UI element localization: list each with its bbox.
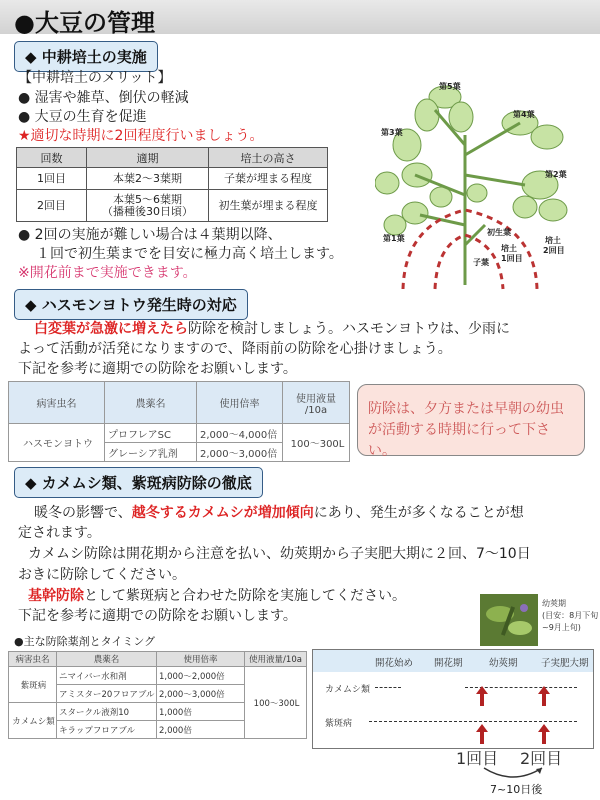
photo-caption-2: (目安：8月下旬 bbox=[542, 611, 599, 620]
before-flowering-note: ※開花前まで実施できます。 bbox=[18, 265, 197, 281]
purple-spot-dash bbox=[369, 721, 577, 722]
label-leaf1: 第1葉 bbox=[383, 234, 405, 243]
stinkbug-line-3: カメムシ防除は開花期から注意を払い、幼莢期から子実肥大期に２回、7～10日 bbox=[28, 546, 531, 562]
table-cell: 本葉5～6葉期 （播種後30日頃） bbox=[87, 190, 209, 222]
interval-bracket bbox=[478, 766, 548, 782]
stinkbug-line-6: 下記を参考に適期での防除をお願いします。 bbox=[18, 608, 297, 624]
stinkbug-table bbox=[8, 651, 307, 739]
col-header: 使用倍率 bbox=[157, 652, 245, 667]
label-leaf4: 第4葉 bbox=[513, 110, 535, 119]
arrow-up-icon bbox=[538, 686, 550, 706]
label-leaf2: 第2葉 bbox=[545, 170, 567, 179]
page-title: ●大豆の管理 bbox=[14, 9, 155, 37]
col-header: 病害虫名 bbox=[9, 652, 57, 667]
label-soil1a: 培土 bbox=[501, 244, 517, 253]
pod-photo bbox=[480, 594, 538, 646]
label-soil2b: 2回目 bbox=[543, 246, 565, 255]
table-cell: 2,000倍 bbox=[157, 721, 245, 739]
arrow-up-icon bbox=[476, 686, 488, 706]
table-cell: 1,000～2,000倍 bbox=[157, 667, 245, 685]
table-row bbox=[17, 168, 328, 190]
stinkbug-line-5-rest: として紫斑病と合わせた防除を実施してください。 bbox=[84, 588, 406, 604]
col-header: 使用液量 /10a bbox=[283, 382, 350, 424]
single-pass-note: ● 2回の実施が難しい場合は４葉期以降、 bbox=[18, 227, 282, 243]
table-cell: 2回目 bbox=[17, 190, 87, 222]
timeline-row-stinkbug: カメムシ類 bbox=[325, 685, 371, 695]
arrow-up-icon bbox=[538, 724, 550, 744]
photo-caption-3: ~9月上旬) bbox=[542, 623, 581, 632]
stinkbug-line-2: 定されます。 bbox=[18, 525, 101, 541]
core-control-highlight: 基幹防除 bbox=[28, 588, 84, 604]
table-cell: キラップフロアブル bbox=[57, 721, 157, 739]
interval-label: 7~10日後 bbox=[490, 783, 543, 796]
table-cell: ニマイバー水和剤 bbox=[57, 667, 157, 685]
col-header: 適期 bbox=[87, 148, 209, 168]
armyworm-line-2: よって活動が活発になりますので、降雨前の防除を心掛けましょう。 bbox=[18, 341, 452, 357]
label-leaf5: 第5葉 bbox=[439, 82, 461, 91]
table-cell: 1回目 bbox=[17, 168, 87, 190]
timeline-row-purple-spot: 紫斑病 bbox=[325, 719, 353, 729]
stinkbug-line-4: おきに防除してください。 bbox=[18, 567, 186, 583]
armyworm-table bbox=[8, 381, 350, 462]
label-soil1b: 1回目 bbox=[501, 254, 523, 263]
section-heading-cultivation: ◆ 中耕培土の実施 bbox=[14, 41, 158, 72]
stage-label: 子実肥大期 bbox=[541, 658, 589, 669]
armyworm-highlight: 白変葉が急激に増えたら bbox=[34, 321, 188, 337]
merit-heading: 【中耕培土のメリット】 bbox=[18, 70, 172, 86]
arrow-up-icon bbox=[476, 724, 488, 744]
section-heading-armyworm: ◆ ハスモンヨトウ発生時の対応 bbox=[14, 289, 248, 320]
stinkbug-line-1a: 暖冬の影響で、 bbox=[34, 505, 132, 521]
sub-heading: ●主な防除薬剤とタイミング bbox=[14, 635, 156, 648]
stage-label: 開花期 bbox=[434, 658, 463, 669]
table-cell: 100～300L bbox=[245, 667, 307, 739]
table-cell: 本葉2～3葉期 bbox=[87, 168, 209, 190]
stinkbug-line-1 bbox=[34, 504, 524, 523]
table-cell: アミスター20フロアブル bbox=[57, 685, 157, 703]
label-soil2a: 培土 bbox=[545, 236, 561, 245]
photo-caption-1: 幼莢期 bbox=[542, 599, 566, 608]
table-cell: ハスモンヨトウ bbox=[9, 424, 105, 462]
second-spray-label: 2回目 bbox=[520, 749, 563, 768]
cultivation-table bbox=[16, 147, 328, 222]
table-cell: 1,000倍 bbox=[157, 703, 245, 721]
single-pass-note-2: １回で初生葉までを目安に極力高く培土します。 bbox=[36, 246, 343, 262]
col-header: 農薬名 bbox=[105, 382, 197, 424]
photo-caption bbox=[542, 598, 598, 634]
col-header: 病害虫名 bbox=[9, 382, 105, 424]
table-cell: 2,000～4,000倍 bbox=[197, 424, 283, 443]
stage-label: 幼莢期 bbox=[489, 658, 518, 669]
armyworm-note: 防除は、夕方または早朝の幼虫が活動する時期に行って下さい。 bbox=[357, 384, 585, 456]
table-cell: 初生葉が埋まる程度 bbox=[209, 190, 328, 222]
col-header: 農薬名 bbox=[57, 652, 157, 667]
col-header: 培土の高さ bbox=[209, 148, 328, 168]
stinkbug-dash-short bbox=[375, 687, 401, 688]
stinkbug-line-5 bbox=[28, 587, 406, 606]
first-spray-label: 1回目 bbox=[456, 749, 499, 768]
merit-bullet-2: ● 大豆の生育を促進 bbox=[18, 109, 147, 125]
col-header: 使用液量/10a bbox=[245, 652, 307, 667]
section-heading-stinkbug: ◆ カメムシ類、紫斑病防除の徹底 bbox=[14, 467, 263, 498]
stinkbug-line-1b: にあり、発生が多くなることが想 bbox=[313, 505, 524, 521]
table-cell: プロフレアSC bbox=[105, 424, 197, 443]
armyworm-line-3: 下記を参考に適期での防除をお願いします。 bbox=[18, 361, 297, 377]
table-row bbox=[17, 190, 328, 222]
stinkbug-highlight: 越冬するカメムシが増加傾向 bbox=[131, 505, 314, 521]
label-primary: 初生葉 bbox=[487, 228, 511, 237]
col-header: 使用倍率 bbox=[197, 382, 283, 424]
table-cell: 紫斑病 bbox=[9, 667, 57, 703]
armyworm-line-1 bbox=[34, 320, 510, 339]
armyworm-line-1-rest: 防除を検討しましょう。ハスモンヨトウは、少雨に bbox=[188, 321, 510, 337]
timing-note: ★適切な時期に2回程度行いましょう。 bbox=[18, 128, 264, 144]
table-cell: カメムシ類 bbox=[9, 703, 57, 739]
table-cell: 2,000～3,000倍 bbox=[197, 443, 283, 462]
stage-label: 開花始め bbox=[375, 658, 414, 669]
label-cotyledon: 子葉 bbox=[473, 258, 489, 267]
table-cell: 100～300L bbox=[283, 424, 350, 462]
table-cell: 2,000～3,000倍 bbox=[157, 685, 245, 703]
table-cell: 子葉が埋まる程度 bbox=[209, 168, 328, 190]
table-cell: グレーシア乳剤 bbox=[105, 443, 197, 462]
table-row bbox=[9, 667, 307, 685]
soybean-diagram bbox=[375, 75, 595, 290]
spray-timeline bbox=[312, 649, 594, 749]
col-header: 回数 bbox=[17, 148, 87, 168]
label-leaf3: 第3葉 bbox=[381, 128, 403, 137]
table-cell: スタークル液剤10 bbox=[57, 703, 157, 721]
merit-bullet-1: ● 湿害や雑草、倒伏の軽減 bbox=[18, 90, 189, 106]
table-row bbox=[9, 424, 350, 443]
